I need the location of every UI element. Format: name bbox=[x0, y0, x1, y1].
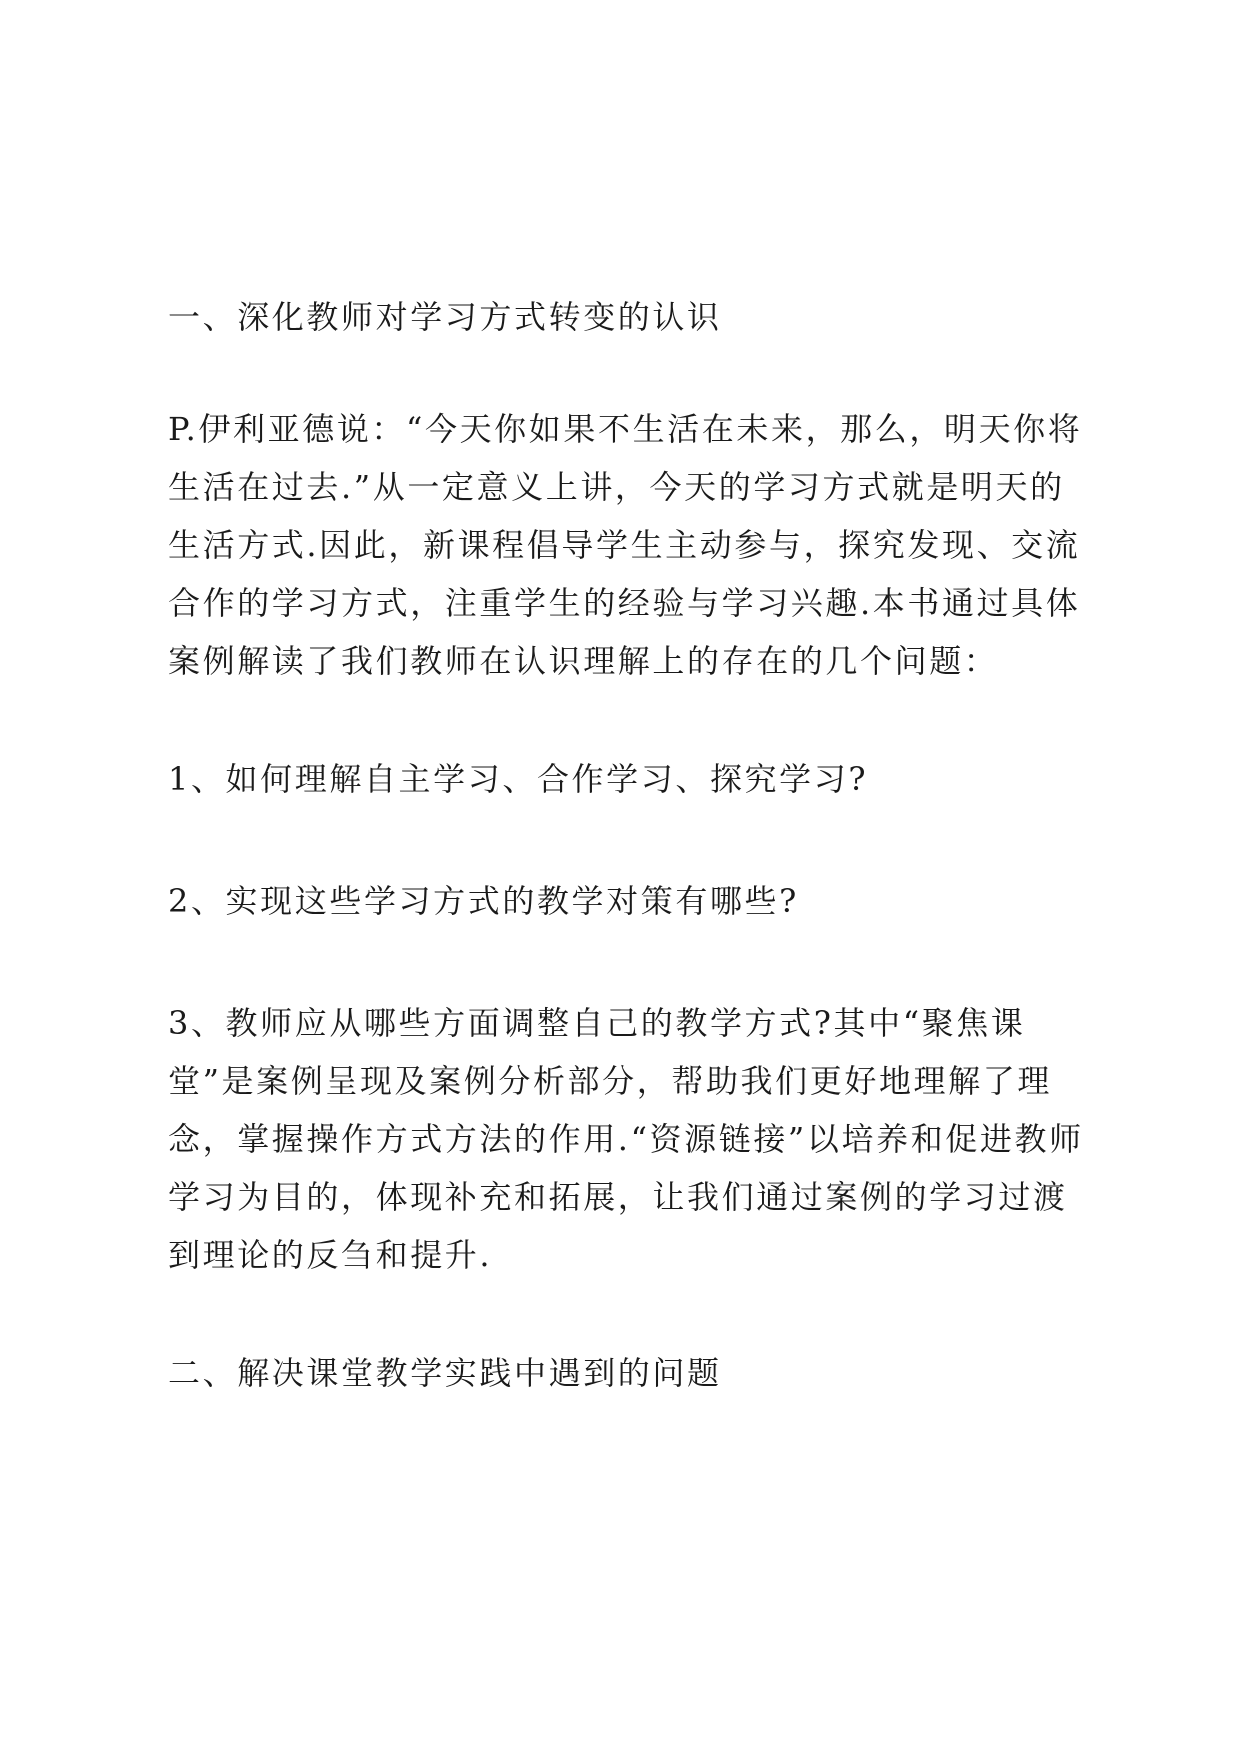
document-body bbox=[168, 288, 1088, 1456]
section-heading-1: 一、深化教师对学习方式转变的认识 bbox=[168, 298, 722, 336]
question-item-3: 3、教师应从哪些方面调整自己的教学方式?其中“聚焦课堂”是案例呈现及案例分析部分，帮助我们更好地理解了理念，掌握操作方式方法的作用.“资源链接”以培养和促进教师学习为目的，体现补充和拓展，让我们通过案例的学习过渡到理论的反刍和提升. bbox=[168, 1004, 1084, 1274]
section-heading-2: 二、解决课堂教学实践中遇到的问题 bbox=[168, 1354, 722, 1392]
intro-paragraph: P.伊利亚德说：“今天你如果不生活在未来，那么，明天你将生活在过去.”从一定意义上讲，今天的学习方式就是明天的生活方式.因此，新课程倡导学生主动参与，探究发现、交流合作的学习方式，注重学生的经验与学习兴趣.本书通过具体案例解读了我们教师在认识理解上的存在的几个问题： bbox=[168, 410, 1083, 680]
question-item-1: 1、如何理解自主学习、合作学习、探究学习? bbox=[168, 760, 869, 798]
question-item-2: 2、实现这些学习方式的教学对策有哪些? bbox=[168, 882, 799, 920]
